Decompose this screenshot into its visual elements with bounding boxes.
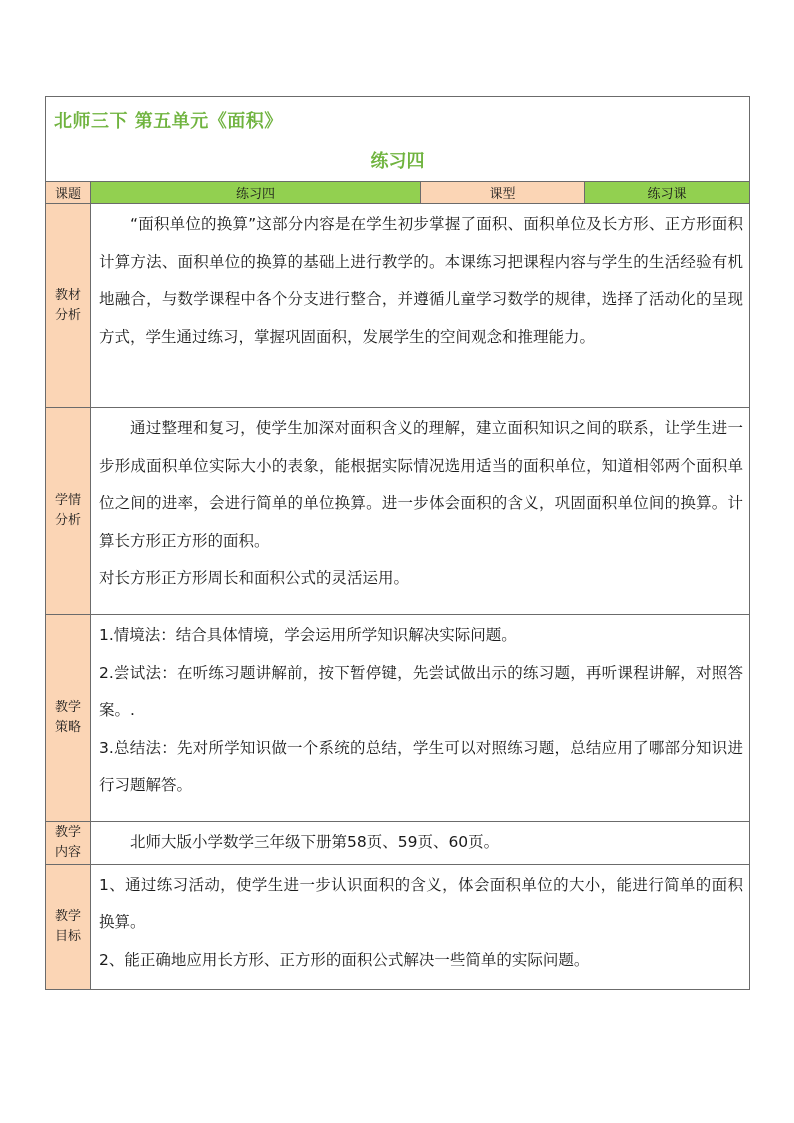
info-row: [46, 182, 750, 204]
goals-row: [46, 864, 750, 989]
content-text: 北师大版小学数学三年级下册第58页、59页、60页。: [130, 833, 500, 851]
students-paragraph-1: 通过整理和复习，使学生加深对面积含义的理解，建立面积知识之间的联系，让学生进一步形成面积单位实际大小的表象，能根据实际情况选用适当的面积单位，知道相邻两个面积单位之间的进率，会进行简单的单位换算。进一步体会面积的含义，巩固面积单位间的换算。计算长方形正方形的面积。: [99, 419, 743, 550]
strategy-item-3: 3.总结法：先对所学知识做一个系统的总结，学生可以对照练习题，总结应用了哪部分知识进行习题解答。: [99, 738, 743, 794]
students-content: [91, 408, 750, 615]
topic-value: 练习四: [91, 182, 421, 204]
content-label: [46, 822, 91, 865]
students-label-line2: 分析: [54, 513, 81, 528]
goals-label: [46, 864, 91, 989]
students-row: [46, 408, 750, 615]
materials-label-line2: 分析: [54, 307, 81, 323]
materials-label-line1: 教材: [54, 287, 81, 303]
materials-label: [46, 204, 91, 408]
strategy-content: [91, 615, 750, 822]
goals-item-2: 2、能正确地应用长方形、正方形的面积公式解决一些简单的实际问题。: [99, 950, 590, 969]
strategy-item-2: 2.尝试法：在听练习题讲解前，按下暂停键，先尝试做出示的练习题，再听课程讲解，对照答案。.: [99, 663, 743, 719]
title-cell: [46, 97, 750, 182]
goals-content: [91, 864, 750, 989]
students-paragraph-2: 对长方形正方形周长和面积公式的灵活运用。: [99, 569, 410, 587]
strategy-item-1: 1.情境法：结合具体情境，学会运用所学知识解决实际问题。: [99, 626, 517, 644]
goals-label-line2: 目标: [54, 928, 81, 944]
title-row: [46, 97, 750, 182]
strategy-label-line1: 教学: [54, 700, 81, 715]
content-row: [46, 822, 750, 865]
materials-content: [91, 204, 750, 408]
materials-row: [46, 204, 750, 408]
sub-title: 练习四: [370, 151, 425, 172]
lesson-plan-table: [45, 96, 750, 990]
materials-text: “面积单位的换算”这部分内容是在学生初步掌握了面积、面积单位及长方形、正方形面积计算方法、面积单位的换算的基础上进行教学的。本课练习把课程内容与学生的生活经验有机地融合，与数学课程中各个分支进行整合，并遵循儿童学习数学的规律，选择了活动化的呈现方式，学生通过练习，掌握巩固面积，发展学生的空间观念和推理能力。: [99, 215, 743, 346]
strategy-label-line2: 策略: [54, 720, 81, 735]
content-content: [91, 822, 750, 865]
content-label-line2: 内容: [54, 844, 81, 860]
goals-item-1: 1、通过练习活动，使学生进一步认识面积的含义，体会面积单位的大小，能进行简单的面积换算。: [99, 875, 743, 931]
type-value: 练习课: [585, 182, 750, 204]
students-label-line1: 学情: [54, 493, 81, 508]
students-label: [46, 408, 91, 615]
strategy-label: [46, 615, 91, 822]
topic-label: 课题: [46, 182, 91, 204]
strategy-row: [46, 615, 750, 822]
goals-label-line1: 教学: [54, 908, 81, 924]
main-title: 北师三下 第五单元《面积》: [54, 111, 283, 132]
content-label-line1: 教学: [54, 824, 81, 840]
type-label: 课型: [421, 182, 585, 204]
